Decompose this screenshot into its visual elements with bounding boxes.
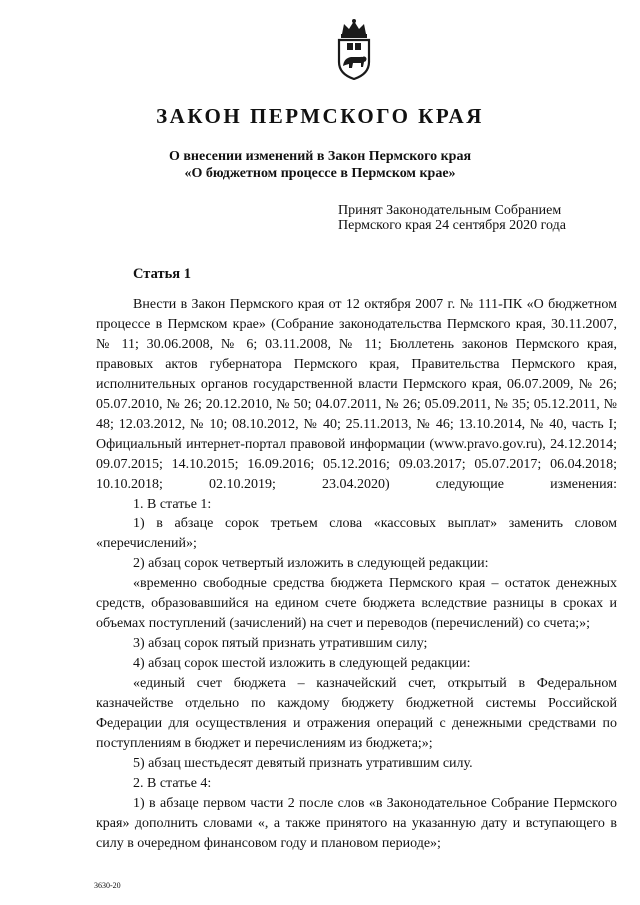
paragraph: 2. В статье 4:	[133, 775, 212, 791]
article-heading: Статья 1	[133, 266, 191, 282]
adoption-line-2: Пермского края 24 сентября 2020 года	[338, 218, 566, 233]
subtitle-line-2: «О бюджетном процессе в Пермском крае»	[184, 166, 456, 181]
paragraph: 2) абзац сорок четвертый изложить в следующей редакции:	[133, 556, 489, 572]
document-code: 3630-20	[94, 881, 121, 890]
article-body	[96, 295, 617, 854]
paragraph: 5) абзац шестьдесят девятый признать утратившим силу.	[133, 755, 473, 771]
coat-of-arms-icon	[333, 18, 375, 80]
paragraph: «временно свободные средства бюджета Пермского края – остаток денежных средств, образовавшийся на едином счете бюджета вследствие разницы в сроках и объемах поступлений (зачислений) на счет и переводов (перечислений) со счета;»;	[96, 576, 617, 632]
paragraph: 1) в абзаце сорок третьем слова «кассовых выплат» заменить словом «перечислений»;	[96, 516, 617, 552]
law-subtitle	[0, 148, 640, 182]
paragraph: «единый счет бюджета – казначейский счет, открытый в Федеральном казначействе отдельно по каждому бюджету бюджетной системы Российской Федерации для осуществления и отражения операций с денежными средствами по поступлениям в бюджет и перечислениям из бюджета;»;	[96, 676, 617, 751]
paragraph: Внести в Закон Пермского края от 12 октября 2007 г. № 111-ПК «О бюджетном процессе в Пермском крае» (Собрание законодательства Пермского края, 30.11.2007, № 11; 30.06.2008, № 6; 03.11.2008, № 11; Бюллетень законов Пермского края, правовых актов губернатора Пермского края, Правительства Пермского края, исполнительных органов государственной власти Пермского края, 06.07.2009, № 26; 05.07.2010, № 26; 20.12.2010, № 50; 04.07.2011, № 26; 05.09.2011, № 35; 05.12.2011, № 48; 12.03.2012, № 10; 08.10.2012, № 40; 25.11.2013, № 46; 13.10.2014, № 40, часть I; Официальный интернет-портал правовой информации (www.pravo.gov.ru), 24.12.2014; 09.07.2015; 14.10.2015; 16.09.2016; 05.12.2016; 09.03.2017; 05.07.2017; 06.04.2018; 10.10.2018; 02.10.2019; 23.04.2020) следующие изменения:	[96, 297, 617, 492]
paragraph: 1. В статье 1:	[133, 496, 212, 512]
paragraph: 4) абзац сорок шестой изложить в следующей редакции:	[133, 656, 471, 672]
adoption-line-1: Принят Законодательным Собранием	[338, 203, 562, 218]
paragraph: 3) абзац сорок пятый признать утратившим силу;	[133, 636, 428, 652]
law-title: ЗАКОН ПЕРМСКОГО КРАЯ	[156, 104, 484, 128]
subtitle-line-1: О внесении изменений в Закон Пермского края	[168, 149, 472, 164]
adoption-note	[338, 203, 566, 233]
paragraph: 1) в абзаце первом части 2 после слов «в Законодательное Собрание Пермского края» дополнить словами «, а также принятого на указанную дату и вступающего в силу в очередном финансовом году и плановом периоде»;	[96, 795, 617, 851]
